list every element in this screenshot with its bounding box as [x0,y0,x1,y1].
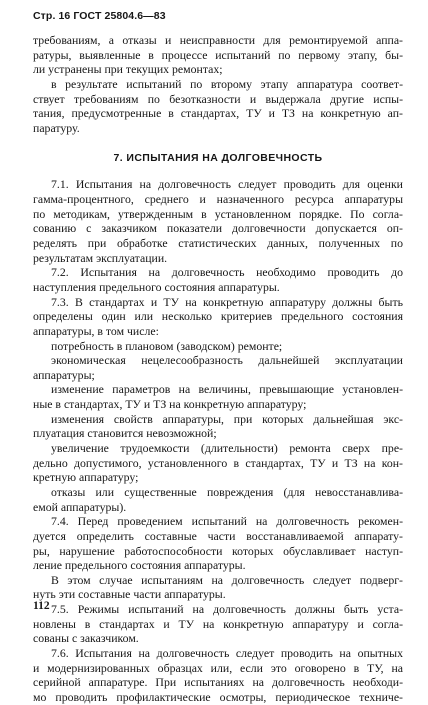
spacer [33,165,403,177]
text-line: 7.5. Режимы испытаний на долговечность должны быть уста- [51,602,403,617]
result-paragraph [33,77,403,136]
section-heading: 7. ИСПЫТАНИЯ НА ДОЛГОВЕЧНОСТЬ [113,152,323,165]
text-line: и модернизированных образцах или, если это оговорено в ТУ, на [33,660,403,675]
text-line: 7.4. Перед проведением испытаний на долговечность рекомен- [51,514,403,529]
text-line: ры, нарушение работоспособности которых обуславливает наступ- [33,543,403,558]
text-line: по методикам, утвержденным в установленном порядке. По согла- [33,206,403,221]
text-line: требованиям, а отказы и неисправности для ремонтируемой аппа- [33,33,403,47]
text-line: результатам эксплуатации. [33,250,168,265]
text-line: паратуру. [33,120,80,135]
text-line: мо проводить профилактические осмотры, периодическое техниче- [33,689,403,704]
text-line: определены один или несколько критериев предельного состояния [33,309,403,324]
text-line: 7.2. Испытания на долговечность необходимо проводить до [51,265,403,280]
text-line: сованы с заказчиком. [33,631,139,646]
text-line: ратуры, выявленные в процессе испытаний по первому этапу, бы- [33,47,403,62]
text-line: изменения свойств аппаратуры, при которых дальнейшая экс- [51,411,403,426]
page-header: Стр. 16 ГОСТ 25804.6—83 [33,10,166,22]
text-line: аппаратуры; [33,367,95,382]
text-line: емой аппаратуры). [33,499,127,514]
text-line: отказы или существенные повреждения (для невосстанавлива- [51,484,403,499]
text-line: увеличение трудоемкости (длительности) ремонта сверх пре- [51,441,403,456]
text-line: плуатация становится невозможной; [33,426,217,441]
text-line: ствует требованиям по безотказности и выдержала другие испы- [33,91,403,106]
text-line: кретную аппаратуру; [33,470,139,485]
text-line: ление предельного состояния аппаратуры. [33,558,246,573]
text-line: дуется определить составные части восстанавливаемой аппарату- [33,528,403,543]
section-body [33,177,403,704]
text-line: тания, предусмотренные в стандартах, ТУ и ТЗ на конкретную ап- [33,106,403,121]
text-line: ли устранены при текущих ремонтах; [33,62,223,77]
text-line: в результате испытаний по второму этапу аппаратура соответ- [51,76,403,91]
text-line: нуть эти составные части аппаратуры. [33,587,226,602]
text-line: сованию с заказчиком показатели долговечности допускается оп- [33,221,403,236]
spacer [33,135,403,151]
text-line: экономическая нецелесообразность дальнейшей эксплуатации [51,353,403,368]
text-line: гамма-процентного, среднего и назначенного ресурса аппаратуры [33,192,403,207]
text-line: дельно допустимого, установленного в стандартах, ТУ и ТЗ на кон- [33,455,403,470]
text-line: ные в стандартах, ТУ и ТЗ на конкретную аппаратуру; [33,397,307,412]
text-line: В этом случае испытаниям на долговечность следует подверг- [51,572,403,587]
text-line: изменение параметров на величины, превышающие установлен- [51,382,403,397]
text-line: наступления предельного состояния аппаратуры. [33,279,280,294]
text-line: 7.6. Испытания на долговечность следует проводить на опытных [51,645,403,660]
document-body [33,33,403,705]
text-line: ределять при обработке статистических данных, полученных по [33,236,403,251]
text-line: 7.3. В стандартах и ТУ на конкретную аппаратуру должны быть [51,294,403,309]
text-line: аппаратуры, в том числе: [33,323,159,338]
text-line: 7.1. Испытания на долговечность следует проводить для оценки [51,177,403,192]
intro-paragraph [33,33,403,77]
text-line: потребность в плановом (заводском) ремонте; [51,338,283,353]
text-line: серийной аппаратуре. При испытаниях на долговечность необходи- [33,675,403,690]
text-line: новлены в стандартах и ТУ на конкретную аппаратуру и согла- [33,616,403,631]
page-number: 112 [33,600,50,612]
